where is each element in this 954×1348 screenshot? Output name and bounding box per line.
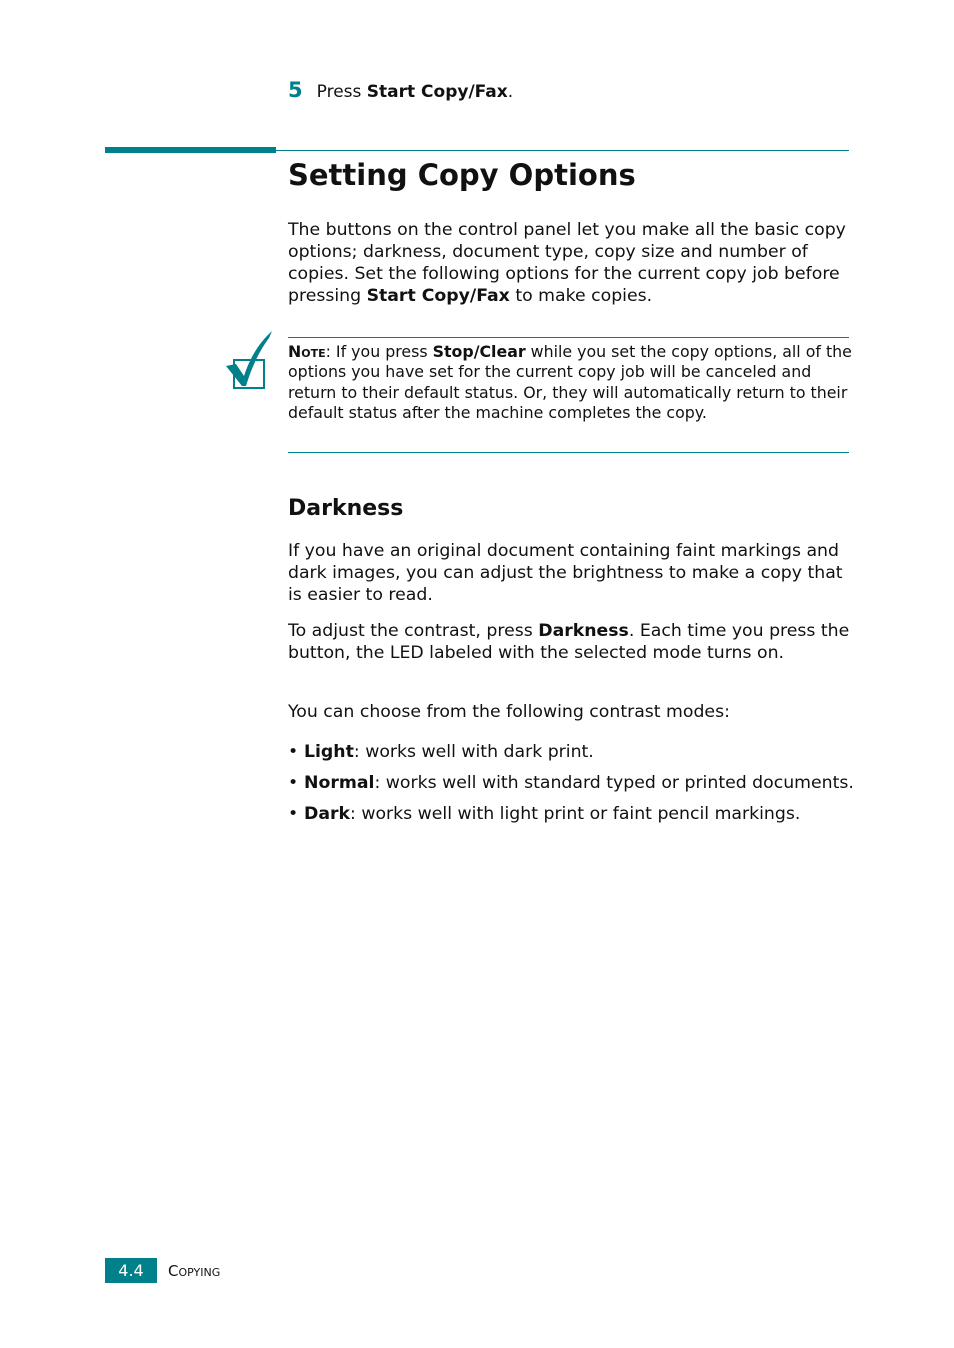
modes-intro: You can choose from the following contrast modes:	[288, 702, 730, 722]
mode-desc: : works well with light print or faint pencil markings.	[350, 804, 801, 824]
step-number: 5	[288, 78, 303, 102]
step-text-prefix: Press	[316, 82, 367, 102]
contrast-modes-list	[288, 741, 854, 834]
note-button-name: Stop/Clear	[432, 342, 526, 361]
note-text-1: : If you press	[325, 342, 433, 361]
darkness-paragraph-2	[288, 620, 854, 664]
checkmark-icon	[222, 330, 274, 390]
darkness-text-1: To adjust the contrast, press	[288, 621, 539, 641]
darkness-paragraph-1: If you have an original document containing faint markings and dark images, you can adjust the brightness to make a copy that is easier to read.	[288, 541, 843, 605]
intro-text-1: The buttons on the control panel let you make all the basic copy options; darkness, document type, copy size and number of copies. Set the following options for the current copy job before pressing	[288, 220, 846, 306]
intro-text-2: to make copies.	[509, 286, 653, 306]
intro-button-name: Start Copy/Fax	[366, 286, 510, 306]
list-item	[288, 772, 854, 794]
note-label: Note	[288, 342, 326, 361]
darkness-text-2: . Each time you press the button, the LED labeled with the selected mode turns on.	[288, 621, 850, 663]
mode-name: Light	[304, 742, 354, 762]
page-title: Setting Copy Options	[288, 158, 636, 192]
list-item	[288, 803, 854, 825]
note-rule-bottom	[288, 452, 849, 453]
page-number: 4.4	[105, 1258, 157, 1283]
note-paragraph	[288, 342, 854, 424]
intro-paragraph	[288, 219, 854, 307]
step-button-name: Start Copy/Fax	[366, 82, 508, 102]
section-rule-accent	[105, 147, 276, 153]
chapter-name: Copying	[168, 1262, 221, 1280]
section-rule	[276, 150, 849, 151]
darkness-button-name: Darkness	[538, 621, 629, 641]
step-5	[288, 78, 513, 102]
mode-name: Normal	[304, 773, 375, 793]
list-item	[288, 741, 854, 763]
note-rule-top	[288, 337, 849, 338]
subsection-title: Darkness	[288, 496, 404, 521]
step-text-suffix: .	[507, 82, 514, 102]
mode-name: Dark	[304, 804, 351, 824]
mode-desc: : works well with standard typed or printed documents.	[374, 773, 854, 793]
note-text-2: while you set the copy options, all of the options you have set for the current copy job will be canceled and return to their default status. Or, they will automatically return to their default status after the machine completes the copy.	[288, 342, 852, 423]
mode-desc: : works well with dark print.	[353, 742, 594, 762]
